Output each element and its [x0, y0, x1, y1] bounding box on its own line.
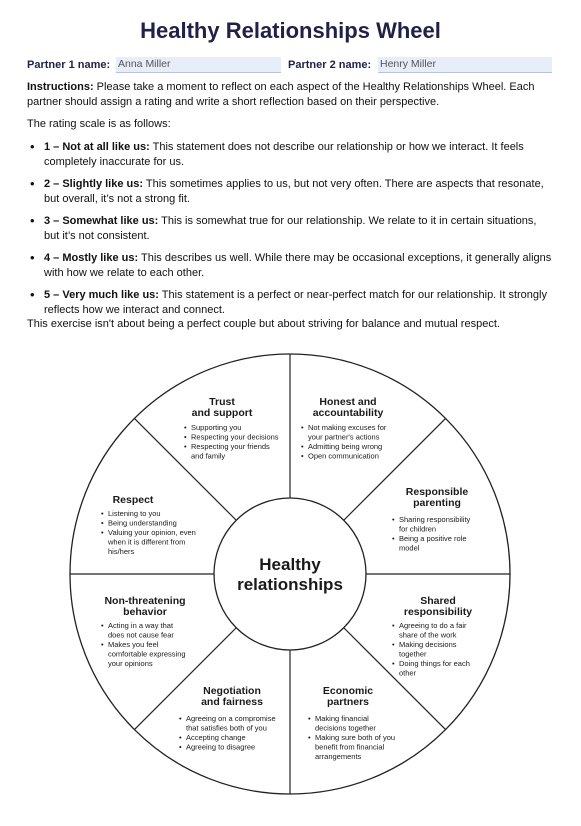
center-label: Healthy: [259, 555, 321, 574]
section-item: and family: [191, 451, 226, 461]
scale-label-2: 2 – Slightly like us:: [44, 178, 144, 190]
section-item: Respecting your decisions: [191, 432, 279, 442]
section-item: share of the work: [399, 630, 457, 640]
bullet: •: [184, 432, 187, 442]
section-item: Valuing your opinion, even: [108, 528, 196, 537]
bullet: •: [308, 733, 311, 742]
section-title: Responsible: [405, 486, 469, 498]
bullet: •: [392, 534, 395, 543]
bullet: •: [101, 528, 104, 537]
scale-label-4: 4 – Mostly like us:: [44, 252, 139, 264]
section-title: partners: [326, 696, 370, 708]
bullet: •: [301, 442, 304, 451]
section-item: Listening to you: [108, 509, 161, 518]
section-item: Agreeing on a compromise: [186, 714, 276, 723]
bullet: •: [179, 733, 182, 742]
scale-text-2: This sometimes applies to us, but not very often. There are aspects that resonate, but overall, it’s not a strong fit.: [44, 178, 544, 205]
section-item: for children: [399, 524, 437, 534]
scale-text-1: This statement does not describe our relationship or how we interact. It feels completely inaccurate for us.: [44, 141, 524, 168]
section-item: your opinions: [108, 659, 153, 668]
section-item: benefit from financial: [315, 742, 385, 752]
bullet: •: [301, 423, 304, 432]
bullet: •: [179, 742, 182, 752]
section-item: Being a positive role: [399, 534, 467, 543]
section-item: Agreeing to do a fair: [399, 621, 467, 630]
section-item: Making financial: [315, 714, 369, 723]
scale-label-3: 3 – Somewhat like us:: [44, 215, 159, 227]
section-title: parenting: [413, 497, 461, 509]
bullet: •: [184, 423, 187, 432]
section-item: when it is different from: [108, 537, 186, 547]
section-title: Honest and: [319, 396, 377, 408]
closing-note: This exercise isn't about being a perfect couple but about striving for balance and mutual respect.: [27, 318, 500, 330]
page-title: Healthy Relationships Wheel: [140, 18, 441, 43]
bullet: •: [301, 451, 304, 461]
section-title: Economic: [322, 685, 374, 697]
section-item: Making decisions: [399, 640, 457, 649]
section-item: Admitting being wrong: [308, 442, 383, 451]
section-title: Respect: [112, 494, 154, 506]
section-item: does not cause fear: [108, 630, 174, 640]
center-label: relationships: [237, 575, 343, 594]
section-title: accountability: [312, 407, 384, 419]
section-item: together: [399, 649, 427, 659]
scale-intro: The rating scale is as follows:: [27, 118, 171, 130]
scale-label-1: 1 – Not at all like us:: [44, 141, 150, 153]
section-item: Acting in a way that: [108, 621, 174, 630]
section-title: Non-threatening: [104, 595, 186, 607]
bullet: •: [392, 640, 395, 649]
section-item: other: [399, 668, 417, 678]
section-item: Respecting your friends: [191, 442, 270, 451]
section-item: model: [399, 543, 420, 553]
instructions-text: Please take a moment to reflect on each aspect of the Healthy Relationships Wheel. Each partner should assign a rating and write a short reflection based on their perspective.: [27, 81, 535, 108]
bullet: •: [184, 442, 187, 451]
partner-2-label: Partner 2 name:: [288, 59, 372, 71]
instructions-label: Instructions:: [27, 81, 94, 93]
section-item: arrangements: [315, 752, 362, 761]
section-item: Makes you feel: [108, 640, 159, 649]
section-title: and fairness: [201, 696, 263, 708]
section-item: Accepting change: [186, 733, 246, 742]
bullet: •: [392, 659, 395, 668]
section-title: Negotiation: [203, 685, 261, 697]
section-item: your partner's actions: [308, 432, 380, 442]
bullet: •: [392, 621, 395, 630]
section-item: Not making excuses for: [308, 423, 387, 432]
bullet: •: [101, 518, 104, 528]
section-item: Supporting you: [191, 423, 242, 432]
section-title: Trust: [209, 396, 235, 408]
partner-1-label: Partner 1 name:: [27, 59, 111, 71]
bullet: •: [101, 509, 104, 518]
section-item: that satisfies both of you: [186, 723, 267, 733]
wheel-center-circle: [214, 498, 366, 650]
section-item: Open communication: [308, 451, 379, 461]
scale-label-5: 5 – Very much like us:: [44, 289, 159, 301]
section-title: behavior: [123, 606, 167, 618]
partner-2-name-field[interactable]: Henry Miller: [378, 57, 552, 73]
section-title: and support: [191, 407, 253, 419]
section-item: Making sure both of you: [315, 733, 396, 742]
bullet: •: [101, 621, 104, 630]
scale-text-5: This statement is a perfect or near-perfect match for our relationship. It strongly reflects how we interact and connect.: [44, 289, 547, 316]
bullet: •: [101, 640, 104, 649]
scale-text-4: This describes us well. While there may be occasional exceptions, it generally aligns with how we relate to each other.: [44, 252, 552, 279]
bullet: •: [392, 515, 395, 524]
bullet: •: [179, 714, 182, 723]
section-item: his/hers: [108, 547, 135, 556]
section-item: comfortable expressing: [108, 649, 186, 659]
bullet: •: [308, 714, 311, 723]
section-title: responsibility: [403, 606, 473, 618]
section-item: Sharing responsibility: [399, 515, 471, 524]
section-item: Agreeing to disagree: [186, 742, 256, 752]
section-item: Being understanding: [108, 518, 177, 528]
partner-1-name-field[interactable]: Anna Miller: [116, 57, 281, 73]
section-item: Doing things for each: [399, 659, 470, 668]
scale-text-3: This is somewhat true for our relationship. We relate to it in certain situations, but it’s not consistent.: [44, 215, 537, 242]
section-title: Shared: [420, 595, 456, 607]
section-item: decisions together: [315, 723, 376, 733]
